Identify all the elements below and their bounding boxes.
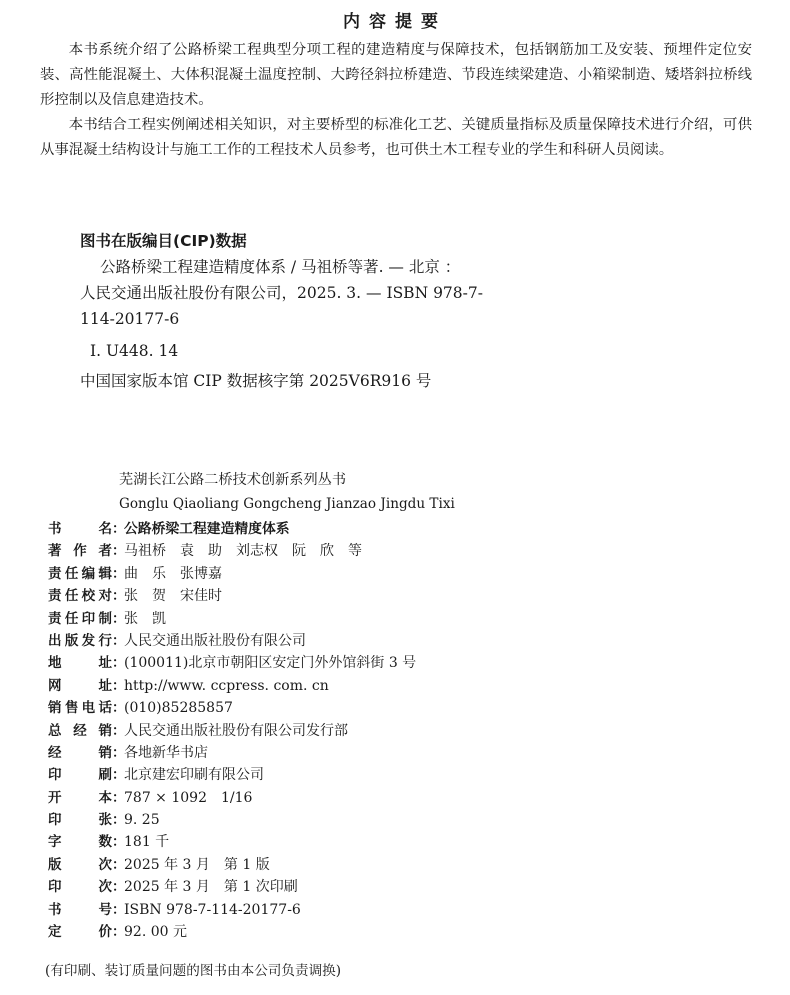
colophon-value: 2025 年 3 月 第 1 版: [124, 856, 270, 873]
cip-heading: 图书在版编目(CIP)数据: [80, 232, 247, 250]
colophon-row: [48, 831, 768, 853]
colophon-value: 张 贺 宋佳时: [124, 588, 222, 605]
colophon-label-char: 任: [64, 565, 79, 582]
colophon-row: [48, 921, 768, 943]
colophon-value: 公路桥梁工程建造精度体系: [124, 521, 290, 537]
colophon-label: [48, 697, 112, 719]
colophon-label-char: 网: [48, 677, 62, 694]
colophon-colon: ：: [112, 722, 126, 739]
colophon-label-char: 次: [98, 879, 112, 896]
colophon-row: [48, 608, 768, 630]
cip-record: [80, 254, 500, 332]
colophon-label-char: 书: [48, 521, 62, 537]
colophon-colon: ：: [112, 767, 126, 784]
colophon-value: (100011)北京市朝阳区安定门外外馆斜街 3 号: [124, 655, 417, 672]
colophon-colon: ：: [112, 677, 126, 694]
colophon-label-char: 制: [98, 610, 112, 627]
colophon-value: 各地新华书店: [124, 744, 208, 761]
colophon-value: 92. 00 元: [124, 924, 187, 941]
colophon-label: [48, 630, 112, 652]
colophon-label: [48, 652, 112, 674]
series-name: 芜湖长江公路二桥技术创新系列丛书: [119, 472, 347, 488]
colophon-value: ISBN 978-7-114-20177-6: [124, 901, 301, 918]
colophon-label-char: 名: [98, 521, 112, 537]
colophon-value: 9. 25: [124, 812, 160, 829]
colophon-label-char: 对: [98, 588, 112, 605]
colophon-row: [48, 563, 768, 585]
colophon-row: [48, 652, 768, 674]
colophon-colon: ：: [112, 812, 126, 829]
colophon-row: [48, 764, 768, 786]
colophon-value: 181 千: [124, 834, 170, 851]
colophon-colon: ：: [112, 655, 126, 672]
colophon-label-char: 责: [48, 610, 62, 627]
colophon-label-char: 电: [81, 700, 96, 717]
colophon-row: [48, 787, 768, 809]
colophon-label-char: 地: [48, 655, 62, 672]
colophon-value: 马祖桥 袁 助 刘志权 阮 欣 等: [124, 543, 362, 560]
colophon-table: [48, 518, 768, 943]
colophon-row: [48, 720, 768, 742]
colophon-label: [48, 720, 112, 742]
colophon-label-char: 著: [48, 543, 62, 560]
colophon-colon: ：: [112, 543, 126, 560]
colophon-colon: ：: [112, 901, 126, 918]
colophon-label-char: 销: [48, 700, 62, 717]
colophon-label-char: 印: [81, 610, 96, 627]
colophon-label: [48, 787, 112, 809]
colophon-label-char: 校: [81, 588, 96, 605]
colophon-value: http://www. ccpress. com. cn: [124, 677, 329, 694]
colophon-label-char: 刷: [98, 767, 112, 784]
cip-line-2: 人民交通出版社股份有限公司，2025. 3. — ISBN 978-7-: [80, 284, 483, 302]
colophon-row: [48, 854, 768, 876]
series-pinyin: Gonglu Qiaoliang Gongcheng Jianzao Jingdu Tixi: [119, 496, 455, 512]
colophon-label-char: 出: [48, 632, 62, 649]
colophon-label: [48, 876, 112, 898]
colophon-label-char: 书: [48, 901, 62, 918]
colophon-label-char: 数: [98, 834, 112, 851]
colophon-colon: ：: [112, 565, 126, 582]
colophon-label: [48, 540, 112, 562]
colophon-label-char: 销: [98, 722, 112, 739]
colophon-row: [48, 742, 768, 764]
summary-paragraph-1: 本书系统介绍了公路桥梁工程典型分项工程的建造精度与保障技术，包括钢筋加工及安装、预埋件定位安装、高性能混凝土、大体积混凝土温度控制、大跨径斜拉桥建造、节段连续梁建造、小箱梁制造、矮塔斜拉桥线形控制以及信息建造技术。: [40, 42, 752, 108]
colophon-label-char: 经: [48, 744, 62, 761]
colophon-label: [48, 764, 112, 786]
colophon-label-char: 印: [48, 879, 62, 896]
colophon-colon: ：: [112, 924, 126, 941]
colophon-label-char: 作: [73, 543, 87, 560]
cip-line-3: 114-20177-6: [80, 310, 180, 328]
colophon-label: [48, 518, 112, 540]
colophon-label-char: 版: [48, 856, 62, 873]
colophon-label: [48, 608, 112, 630]
summary-title: 内容提要: [343, 12, 447, 32]
cip-classification: [80, 338, 500, 364]
colophon-label: [48, 809, 112, 831]
colophon-colon: ：: [112, 632, 126, 649]
colophon-label-char: 售: [64, 700, 79, 717]
colophon-label: [48, 831, 112, 853]
colophon-value: 张 凯: [124, 610, 166, 627]
colophon-colon: ：: [112, 610, 126, 627]
colophon-value: 人民交通出版社股份有限公司: [124, 632, 306, 649]
colophon-row: [48, 675, 768, 697]
colophon-label-char: 址: [98, 677, 112, 694]
colophon-value: 人民交通出版社股份有限公司发行部: [124, 722, 348, 739]
colophon-value: 787 × 1092 1/16: [124, 789, 253, 806]
colophon-label-char: 总: [48, 722, 62, 739]
colophon-label-char: 定: [48, 924, 62, 941]
quality-footnote: (有印刷、装订质量问题的图书由本公司负责调换): [45, 963, 342, 979]
colophon-colon: ：: [112, 700, 126, 717]
colophon-label-char: 印: [48, 812, 62, 829]
colophon-label-char: 辑: [98, 565, 112, 582]
colophon-row: [48, 630, 768, 652]
colophon-value: (010)85285857: [124, 700, 233, 717]
colophon-row: [48, 518, 768, 540]
colophon-row: [48, 876, 768, 898]
colophon-colon: ：: [112, 521, 126, 537]
colophon-row: [48, 540, 768, 562]
colophon-row: [48, 899, 768, 921]
colophon-colon: ：: [112, 588, 126, 605]
colophon-label: [48, 675, 112, 697]
colophon-row: [48, 697, 768, 719]
colophon-label: [48, 563, 112, 585]
colophon-label-char: 本: [98, 789, 112, 806]
colophon-row: [48, 809, 768, 831]
colophon-label-char: 开: [48, 789, 62, 806]
colophon-label: [48, 585, 112, 607]
cip-verification: 中国国家版本馆 CIP 数据核字第 2025V6R916 号: [80, 372, 432, 390]
colophon-label-char: 编: [81, 565, 96, 582]
colophon-colon: ：: [112, 789, 126, 806]
colophon-value: 曲 乐 张博嘉: [124, 565, 222, 582]
colophon-colon: ：: [112, 834, 126, 851]
cip-section: [80, 228, 500, 394]
colophon-label: [48, 921, 112, 943]
colophon-colon: ：: [112, 744, 126, 761]
colophon-label-char: 任: [64, 610, 79, 627]
colophon-label: [48, 854, 112, 876]
summary-section: [40, 38, 752, 163]
colophon-label-char: 者: [98, 543, 112, 560]
colophon-label: [48, 899, 112, 921]
colophon-label-char: 字: [48, 834, 62, 851]
colophon-label-char: 发: [81, 632, 96, 649]
colophon-label-char: 话: [98, 700, 112, 717]
cip-line-1: [80, 254, 500, 280]
colophon-label-char: 任: [64, 588, 79, 605]
colophon-label-char: 印: [48, 767, 62, 784]
summary-paragraph-2: 本书结合工程实例阐述相关知识，对主要桥型的标准化工艺、关键质量指标及质量保障技术进行介绍，可供从事混凝土结构设计与施工工作的工程技术人员参考，也可供土木工程专业的学生和科研人员阅读。: [40, 117, 752, 158]
colophon-label-char: 址: [98, 655, 112, 672]
colophon-label-char: 销: [98, 744, 112, 761]
cip-classification-text: Ⅰ. U448. 14: [90, 342, 179, 360]
colophon-label-char: 次: [98, 856, 112, 873]
colophon-value: 北京建宏印刷有限公司: [124, 767, 264, 784]
colophon-label-char: 价: [98, 924, 112, 941]
colophon-label-char: 张: [98, 812, 112, 829]
colophon-label-char: 责: [48, 588, 62, 605]
colophon-label-char: 经: [73, 722, 87, 739]
colophon-label-char: 版: [64, 632, 79, 649]
colophon-label-char: 号: [98, 901, 112, 918]
colophon-colon: ：: [112, 856, 126, 873]
cip-line-1-text: 公路桥梁工程建造精度体系 / 马祖桥等著. — 北京 ：: [100, 258, 461, 276]
colophon-label: [48, 742, 112, 764]
colophon-label-char: 行: [98, 632, 112, 649]
colophon-value: 2025 年 3 月 第 1 次印刷: [124, 879, 298, 896]
colophon-label-char: 责: [48, 565, 62, 582]
colophon-row: [48, 585, 768, 607]
colophon-colon: ：: [112, 879, 126, 896]
